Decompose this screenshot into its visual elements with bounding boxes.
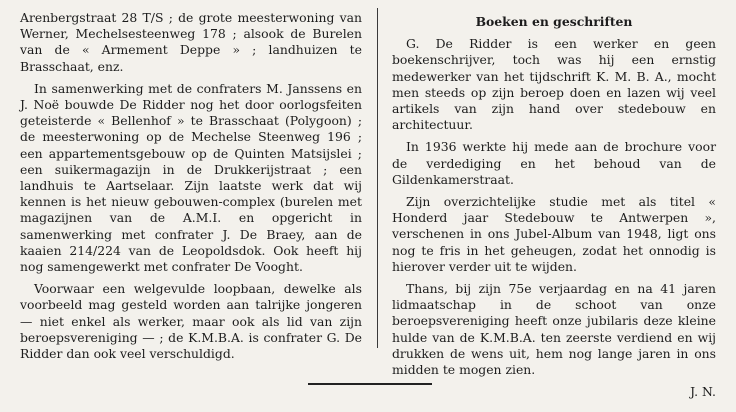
column-divider (377, 8, 378, 348)
right-column (392, 10, 716, 406)
left-paragraph-3: Voorwaar een welgevulde loopbaan, dewelke als voorbeeld mag gesteld worden aan talrijke jongeren — niet enkel als werker, maar ook als lid van zijn beroepsvereniging — ; de K.M.B.A. is confrater G. De Ridder dan ook veel verschuldigd. (20, 281, 362, 362)
left-column (20, 10, 362, 368)
right-paragraph-3: Zijn overzichtelijke studie met als titel « Honderd jaar Stedebouw te Antwerpen », verschenen in ons Jubel-Album van 1948, ligt ons nog te fris in het geheugen, zodat het onnodig is hierover verder uit te wijden. (392, 194, 716, 274)
right-paragraph-4: Thans, bij zijn 75e verjaardag en na 41 jaren lidmaatschap in de schoot van onze beroepsvereniging heeft onze jubilaris deze kleine hulde van de K.M.B.A. ten zeerste verdiend en wij drukken de wens uit, hem nog lange jaren in ons midden te mogen zien. (392, 281, 716, 378)
left-paragraph-1: Arenbergstraat 28 T/S ; de grote meesterwoning van Werner, Mechelsesteenweg 178 ; alsook de Burelen van de « Armement Deppe » ; landhuizen te Brasschaat, enz. (20, 10, 362, 74)
left-paragraph-2: In samenwerking met de confraters M. Janssens en J. Noë bouwde De Ridder nog het door oorlogsfeiten geteisterde « Bellenhof » te Brasschaat (Polygoon) ; de meesterwoning op de Mechelse Steenweg 196 ; een appartementsgebouw op de Quinten Matsijslei ; een suikermagazijn in de Drukkerijstraat ; een landhuis te Aartselaar. Zijn laatste werk dat wij kennen is het nieuw gebouwen-complex (burelen met magazijnen van de A.M.I. en opgericht in samenwerking met confrater J. De Braey, aan de kaaien 214/224 van de Leopoldsdok. Ook heeft hij nog samengewerkt met confrater De Vooght. (20, 80, 362, 275)
section-heading: Boeken en geschriften (475, 14, 633, 29)
right-paragraph-2: In 1936 werkte hij mede aan de brochure voor de verdediging en het behoud van de Gildenkamerstraat. (392, 139, 716, 187)
bottom-rule (308, 383, 432, 385)
author-signature: J. N. (690, 384, 716, 400)
right-paragraph-1: G. De Ridder is een werker en geen boekenschrijver, toch was hij een ernstig medewerker van het tijdschrift K. M. B. A., mocht men steeds op zijn beroep doen en lazen wij veel artikels van zijn hand over stedebouw en architectuur. (392, 36, 716, 133)
